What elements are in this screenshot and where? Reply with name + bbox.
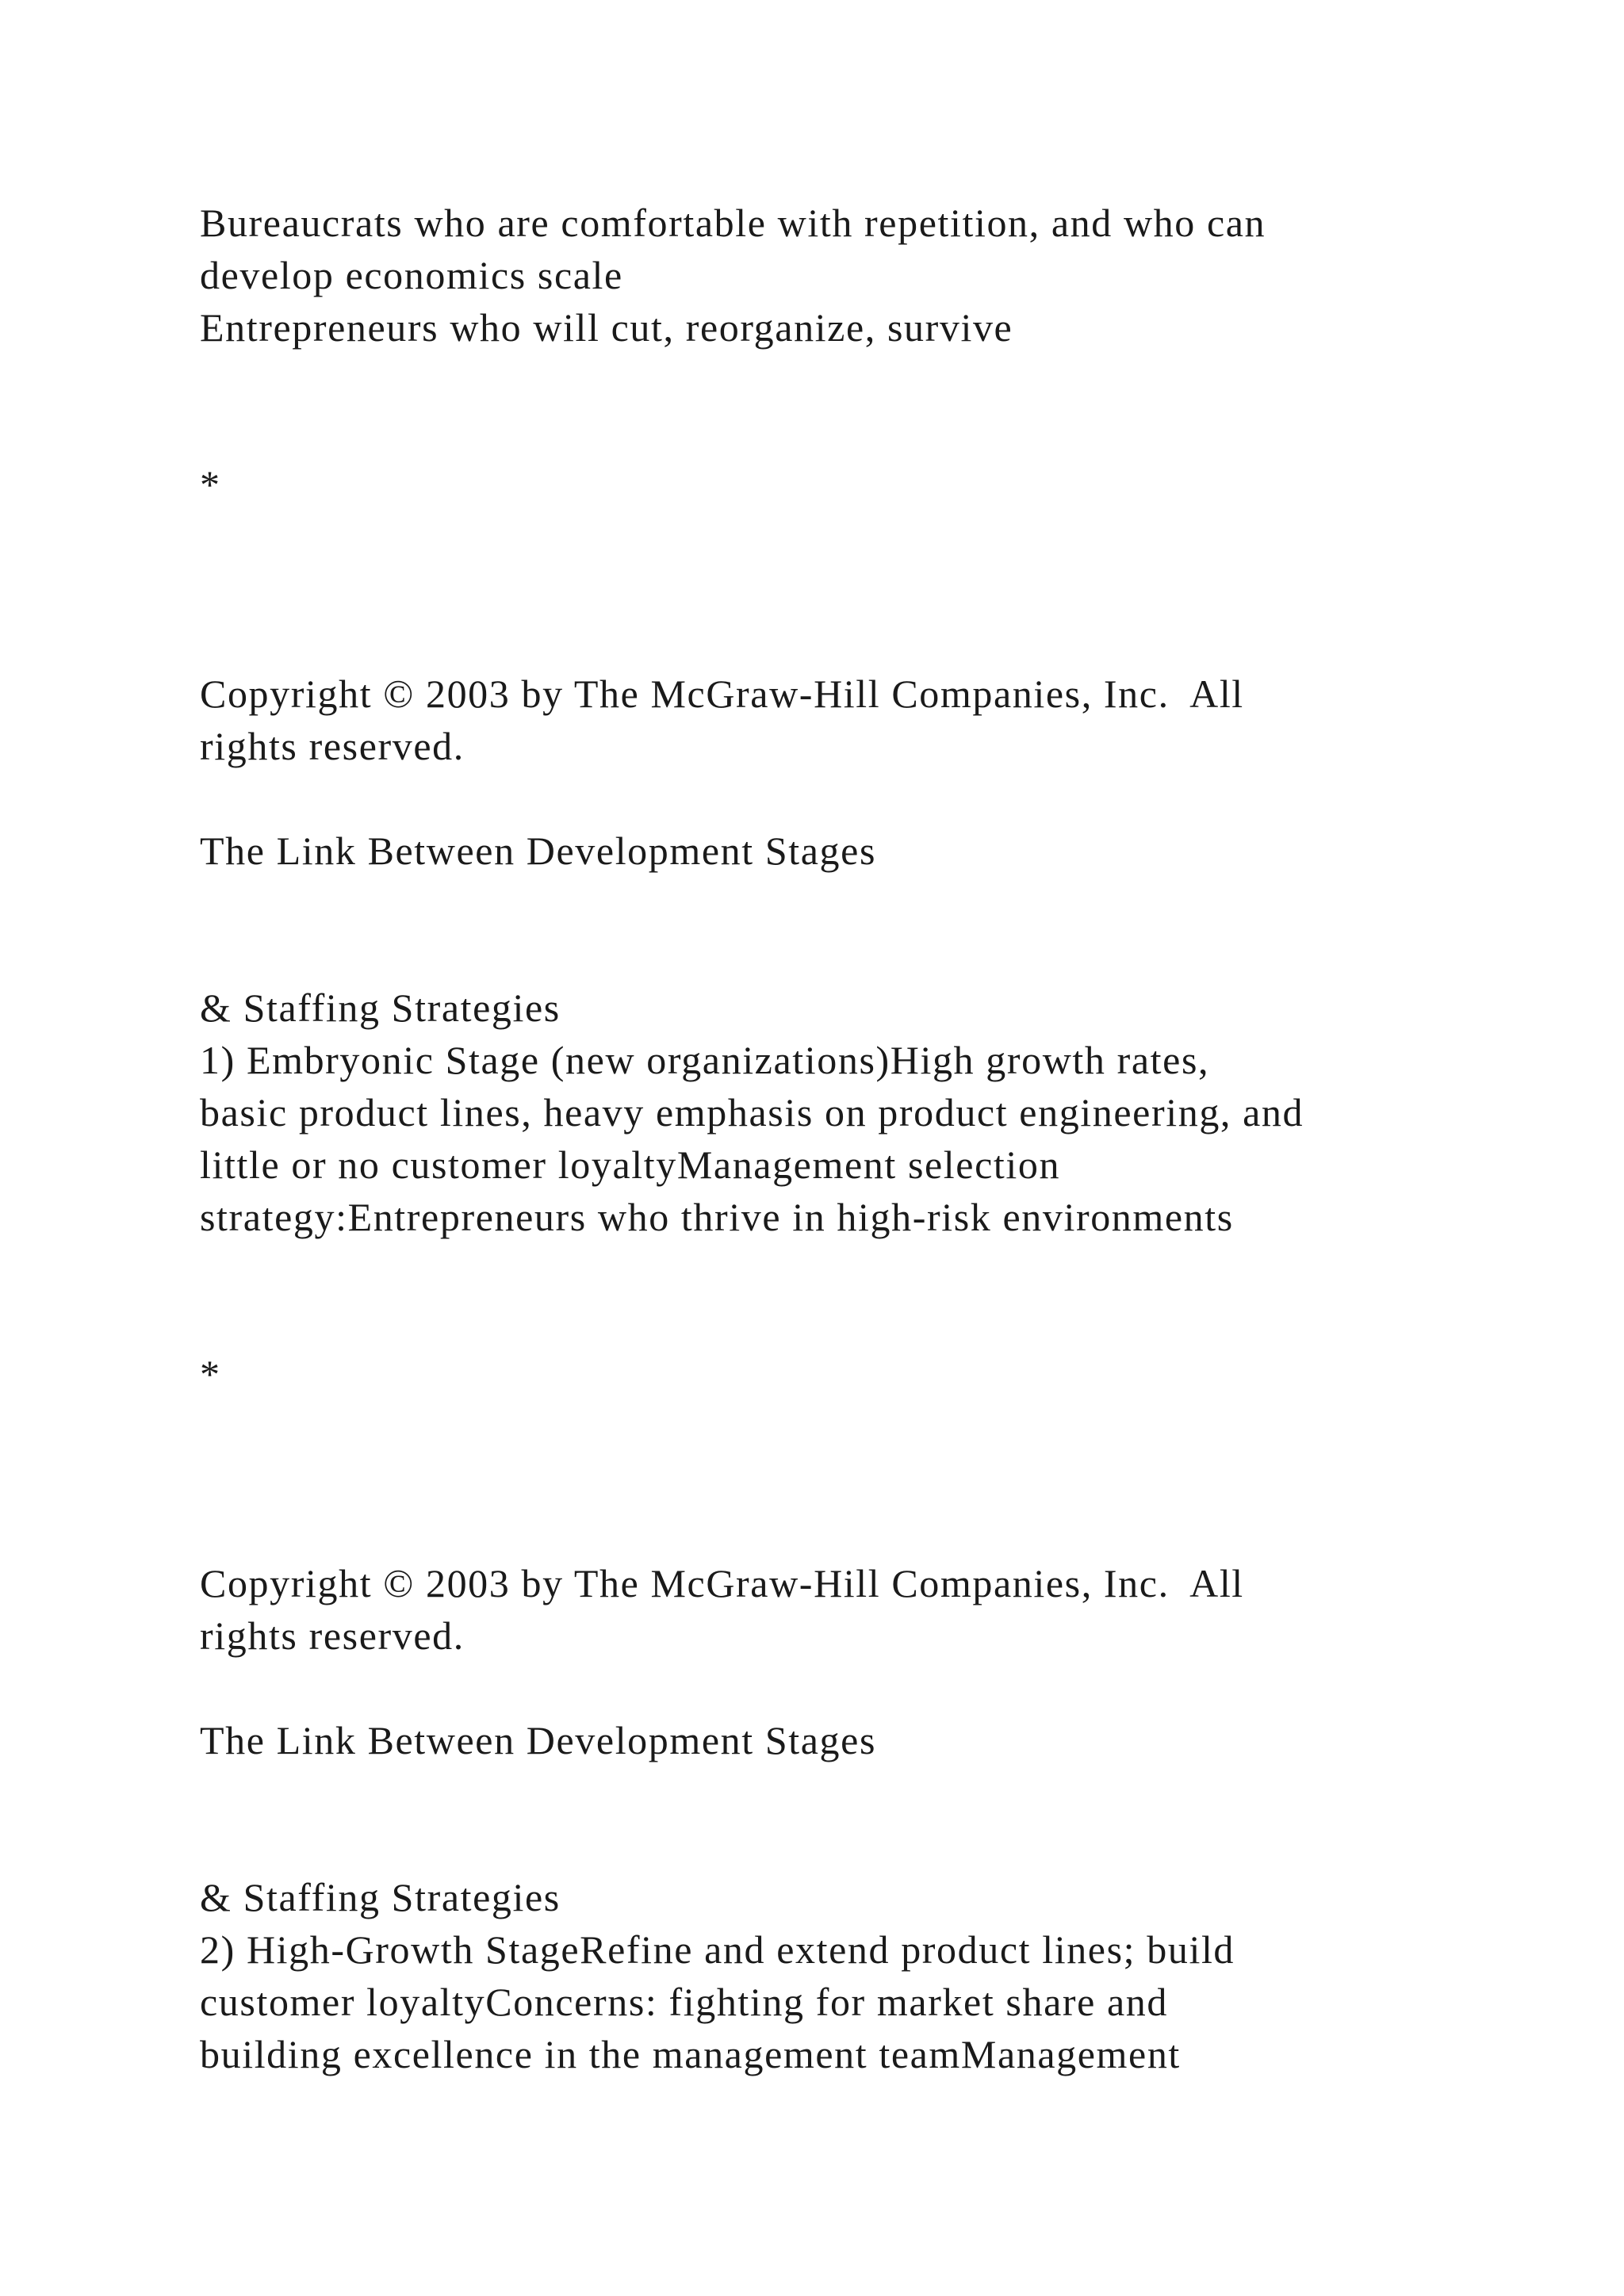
body-line: 1) Embryonic Stage (new organizations)High growth rates, bbox=[200, 1038, 1210, 1082]
body-line: 2) High-Growth StageRefine and extend product lines; build bbox=[200, 1927, 1235, 1972]
slide-title: The Link Between Development Stages bbox=[200, 1718, 876, 1762]
copyright-line: Copyright © 2003 by The McGraw-Hill Companies, Inc. All bbox=[200, 672, 1244, 716]
separator-asterisk: * bbox=[200, 1352, 221, 1396]
copyright-line: rights reserved. bbox=[200, 724, 465, 768]
text-line: Bureaucrats who are comfortable with repetition, and who can bbox=[200, 201, 1266, 245]
text-line: Entrepreneurs who will cut, reorganize, survive bbox=[200, 305, 1013, 350]
body-line: building excellence in the management teamManagement bbox=[200, 2032, 1181, 2076]
slide-subtitle: & Staffing Strategies bbox=[200, 985, 561, 1030]
separator-asterisk: * bbox=[200, 462, 221, 507]
body-line: little or no customer loyaltyManagement selection bbox=[200, 1142, 1061, 1187]
slide-subtitle: & Staffing Strategies bbox=[200, 1875, 561, 1919]
body-line: basic product lines, heavy emphasis on product engineering, and bbox=[200, 1090, 1304, 1135]
body-line: customer loyaltyConcerns: fighting for market share and bbox=[200, 1980, 1169, 2024]
body-line: strategy:Entrepreneurs who thrive in high-risk environments bbox=[200, 1195, 1234, 1239]
copyright-line: rights reserved. bbox=[200, 1613, 465, 1658]
slide-title: The Link Between Development Stages bbox=[200, 828, 876, 873]
text-line: develop economics scale bbox=[200, 253, 623, 297]
copyright-line: Copyright © 2003 by The McGraw-Hill Companies, Inc. All bbox=[200, 1561, 1244, 1605]
